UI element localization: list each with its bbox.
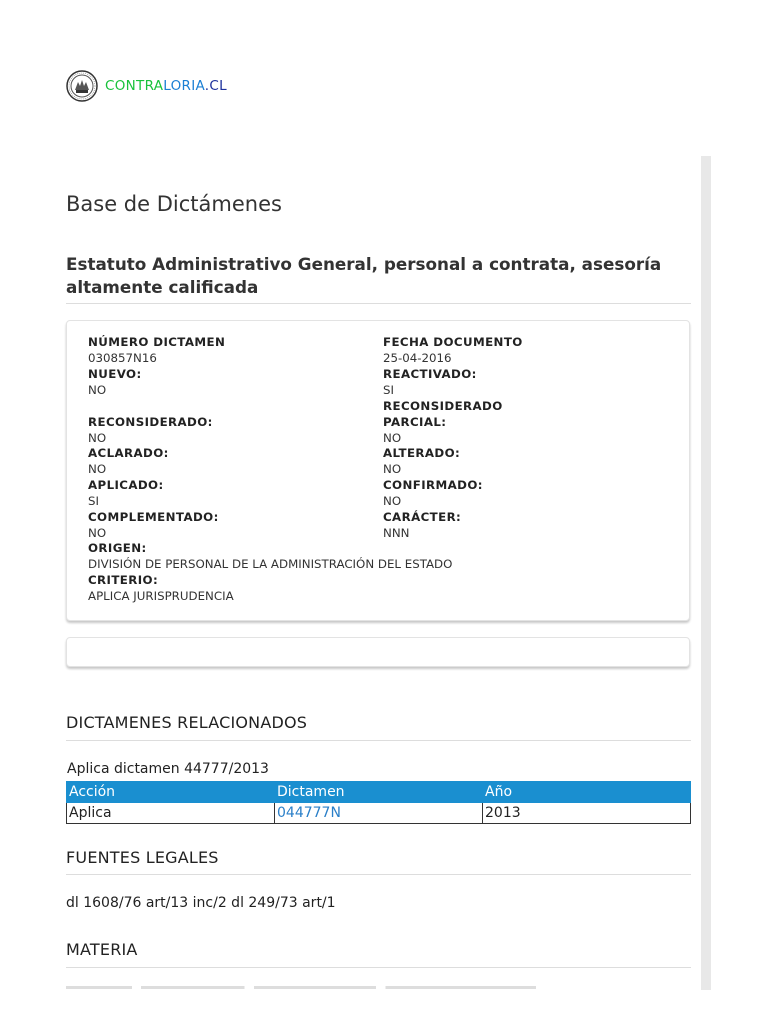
empty-content-card xyxy=(66,637,690,667)
table-header-row xyxy=(67,782,691,803)
materia-heading: MATERIA xyxy=(66,940,138,959)
caracter-value: NNN xyxy=(383,526,410,540)
fuentes-divider xyxy=(66,874,691,875)
aclarado-value: NO xyxy=(88,462,107,476)
dictamen-link[interactable]: 044777N xyxy=(277,805,341,821)
numero-dictamen-value: 030857N16 xyxy=(88,351,157,365)
document-title: Estatuto Administrativo General, personal a contrata, asesoría altamente calificada xyxy=(66,254,662,297)
numero-dictamen-label: NÚMERO DICTAMEN xyxy=(88,335,226,349)
aclarado-label: ACLARADO: xyxy=(88,446,169,460)
alterado-value: NO xyxy=(383,462,402,476)
reconsiderado-parcial-value: NO xyxy=(383,431,402,445)
criterio-value: APLICA JURISPRUDENCIA xyxy=(88,589,234,603)
fecha-documento-label: FECHA DOCUMENTO xyxy=(383,335,523,349)
dictamen-metadata-card xyxy=(66,320,690,621)
page-title: Base de Dictámenes xyxy=(66,192,282,216)
reconsiderado-value: NO xyxy=(88,431,107,445)
fuentes-heading: FUENTES LEGALES xyxy=(66,848,219,867)
relacionados-table xyxy=(66,781,691,824)
origen-value: DIVISIÓN DE PERSONAL DE LA ADMINISTRACIÓN DEL ESTADO xyxy=(88,557,453,571)
aplicado-label: APLICADO: xyxy=(88,478,164,492)
criterio-label: CRITERIO: xyxy=(88,573,159,587)
fecha-documento-value: 25-04-2016 xyxy=(383,351,452,365)
table-row xyxy=(67,803,691,824)
alterado-label: ALTERADO: xyxy=(383,446,461,460)
relacionados-divider xyxy=(66,740,691,741)
relacionados-caption: Aplica dictamen 44777/2013 xyxy=(67,761,269,777)
contraloria-logo[interactable] xyxy=(66,70,227,102)
header-anio: Año xyxy=(483,782,691,803)
complementado-label: COMPLEMENTADO: xyxy=(88,510,219,524)
reconsiderado-label: RECONSIDERADO: xyxy=(88,415,213,429)
confirmado-value: NO xyxy=(383,494,402,508)
aplicado-value: SI xyxy=(88,494,99,508)
materia-text-cutoff xyxy=(66,982,536,992)
header-accion: Acción xyxy=(67,782,275,803)
reconsiderado-parcial-label-line1: RECONSIDERADO xyxy=(383,399,503,413)
contraloria-seal-icon xyxy=(66,70,98,102)
scrollbar-track[interactable] xyxy=(701,156,711,990)
cell-dictamen xyxy=(275,803,483,824)
cell-accion: Aplica xyxy=(67,803,275,824)
reactivado-label: REACTIVADO: xyxy=(383,367,477,381)
cell-anio: 2013 xyxy=(483,803,691,824)
nuevo-value: NO xyxy=(88,383,107,397)
header-dictamen: Dictamen xyxy=(275,782,483,803)
confirmado-label: CONFIRMADO: xyxy=(383,478,483,492)
reactivado-value: SI xyxy=(383,383,394,397)
materia-divider xyxy=(66,967,691,968)
relacionados-heading: DICTAMENES RELACIONADOS xyxy=(66,713,308,732)
caracter-label: CARÁCTER: xyxy=(383,510,462,524)
origen-label: ORIGEN: xyxy=(88,541,147,555)
complementado-value: NO xyxy=(88,526,107,540)
logo-text: CONTRALORIA.CL xyxy=(105,78,227,94)
title-divider xyxy=(66,303,691,304)
reconsiderado-parcial-label-line2: PARCIAL: xyxy=(383,415,447,429)
nuevo-label: NUEVO: xyxy=(88,367,142,381)
fuentes-text: dl 1608/76 art/13 inc/2 dl 249/73 art/1 xyxy=(66,895,336,911)
